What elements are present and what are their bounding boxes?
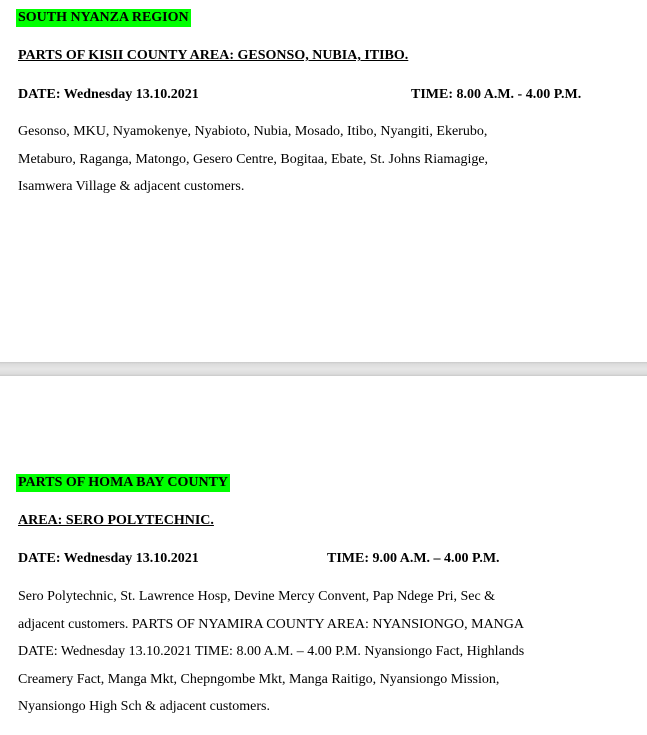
text-line: Gesonso, MKU, Nyamokenye, Nyabioto, Nubia, Mosado, Itibo, Nyangiti, Ekerubo, (18, 124, 488, 139)
document-page-2 (0, 376, 647, 735)
text-line: Isamwera Village & adjacent customers. (18, 179, 245, 194)
date-line-kisii: DATE: Wednesday 13.10.2021 (18, 87, 199, 102)
time-line-kisii: TIME: 8.00 A.M. - 4.00 P.M. (411, 87, 582, 102)
date-line-homa-bay: DATE: Wednesday 13.10.2021 (18, 551, 199, 566)
area-heading-kisii: PARTS OF KISII COUNTY AREA: GESONSO, NUBIA, ITIBO. (18, 48, 409, 63)
region-label-homa-bay: PARTS OF HOMA BAY COUNTY (18, 475, 229, 490)
affected-areas-homa-bay (18, 583, 618, 721)
affected-areas-kisii (18, 118, 618, 201)
text-line: adjacent customers. PARTS OF NYAMIRA COUNTY AREA: NYANSIONGO, MANGA (18, 616, 525, 632)
text-line: Creamery Fact, Manga Mkt, Chepngombe Mkt, Manga Raitigo, Nyansiongo Mission, (18, 671, 500, 687)
document-page-1 (0, 0, 647, 362)
region-label-south-nyanza: SOUTH NYANZA REGION (18, 10, 189, 25)
text-line: Sero Polytechnic, St. Lawrence Hosp, Devine Mercy Convent, Pap Ndege Pri, Sec & (18, 589, 496, 604)
text-line: Nyansiongo High Sch & adjacent customers. (18, 699, 270, 714)
time-line-homa-bay: TIME: 9.00 A.M. – 4.00 P.M. (327, 551, 500, 566)
area-heading-sero: AREA: SERO POLYTECHNIC. (18, 513, 214, 528)
page-break-divider (0, 362, 647, 376)
text-line: DATE: Wednesday 13.10.2021 TIME: 8.00 A.M. – 4.00 P.M. Nyansiongo Fact, Highlands (18, 644, 525, 659)
text-line: Metaburo, Raganga, Matongo, Gesero Centre, Bogitaa, Ebate, St. Johns Riamagige, (18, 151, 489, 167)
